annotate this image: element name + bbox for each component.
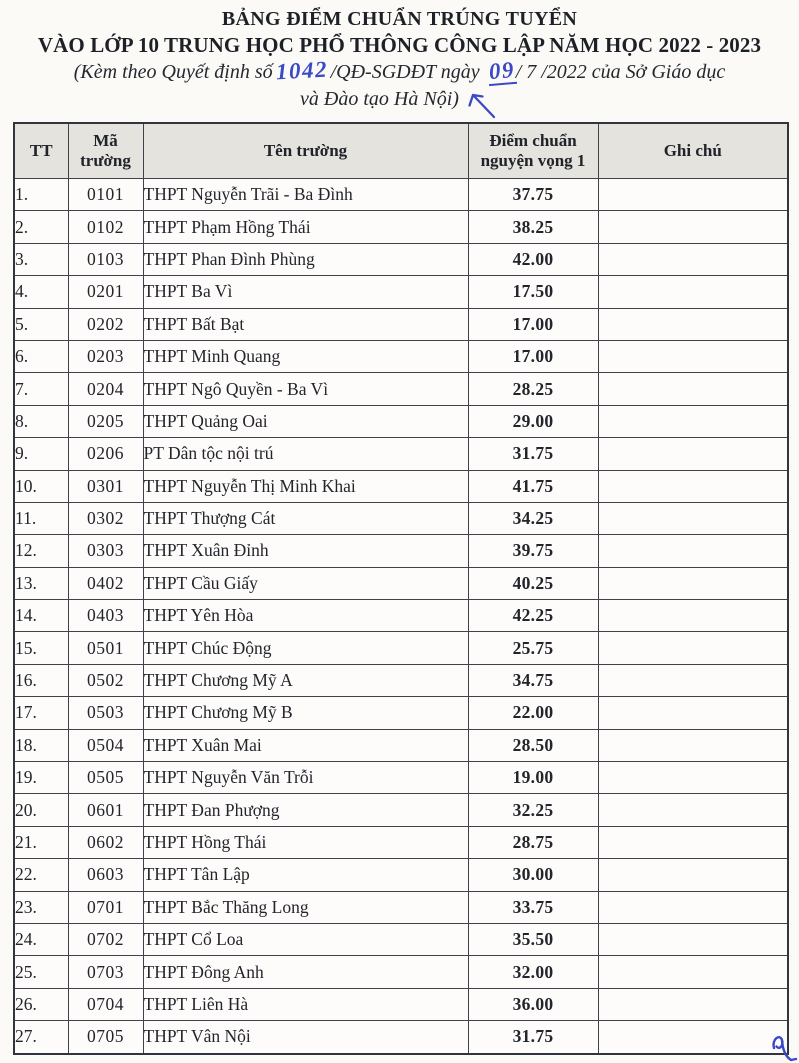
cell-tt: 22. [14, 859, 68, 891]
table-header-row [14, 123, 788, 179]
cell-tt: 11. [14, 502, 68, 534]
handwritten-day-number: 09 [487, 58, 517, 86]
cell-tt: 20. [14, 794, 68, 826]
cell-note [598, 276, 788, 308]
cell-note [598, 211, 788, 243]
cell-score: 31.75 [468, 1021, 598, 1054]
cell-code: 0204 [68, 373, 143, 405]
cell-name: THPT Bất Bạt [143, 308, 468, 340]
cell-code: 0102 [68, 211, 143, 243]
table-row [14, 891, 788, 923]
cell-code: 0302 [68, 502, 143, 534]
cell-score: 32.25 [468, 794, 598, 826]
cell-name: THPT Nguyễn Trãi - Ba Đình [143, 179, 468, 211]
cell-name: PT Dân tộc nội trú [143, 438, 468, 470]
cell-score: 28.50 [468, 729, 598, 761]
cell-score: 29.00 [468, 405, 598, 437]
cell-code: 0205 [68, 405, 143, 437]
cell-note [598, 373, 788, 405]
cell-tt: 6. [14, 340, 68, 372]
cell-score: 17.00 [468, 340, 598, 372]
col-header-tt: TT [14, 123, 68, 179]
table-row [14, 1021, 788, 1054]
cell-code: 0704 [68, 988, 143, 1020]
cell-note [598, 923, 788, 955]
cell-tt: 15. [14, 632, 68, 664]
cell-name: THPT Tân Lập [143, 859, 468, 891]
cell-score: 39.75 [468, 535, 598, 567]
cell-code: 0503 [68, 697, 143, 729]
cell-tt: 24. [14, 923, 68, 955]
cell-note [598, 859, 788, 891]
cell-name: THPT Cầu Giấy [143, 567, 468, 599]
cell-score: 38.25 [468, 211, 598, 243]
cell-code: 0301 [68, 470, 143, 502]
cell-tt: 9. [14, 438, 68, 470]
cell-note [598, 600, 788, 632]
cell-code: 0504 [68, 729, 143, 761]
cell-note [598, 179, 788, 211]
cell-tt: 25. [14, 956, 68, 988]
cell-name: THPT Chúc Động [143, 632, 468, 664]
cell-name: THPT Xuân Đỉnh [143, 535, 468, 567]
table-row [14, 567, 788, 599]
cell-score: 34.75 [468, 664, 598, 696]
cell-name: THPT Phan Đình Phùng [143, 243, 468, 275]
cell-code: 0705 [68, 1021, 143, 1054]
cell-code: 0201 [68, 276, 143, 308]
table-row [14, 308, 788, 340]
cell-tt: 10. [14, 470, 68, 502]
cell-tt: 19. [14, 762, 68, 794]
cell-note [598, 567, 788, 599]
cell-note [598, 1021, 788, 1054]
handwritten-check-arrow-icon [463, 89, 499, 119]
cell-tt: 26. [14, 988, 68, 1020]
handwritten-initial-mark-icon [770, 1032, 798, 1063]
cell-name: THPT Quảng Oai [143, 405, 468, 437]
cell-note [598, 729, 788, 761]
cell-tt: 18. [14, 729, 68, 761]
cell-code: 0101 [68, 179, 143, 211]
cell-name: THPT Thượng Cát [143, 502, 468, 534]
table-row [14, 632, 788, 664]
cell-score: 32.00 [468, 956, 598, 988]
cell-note [598, 762, 788, 794]
cell-name: THPT Chương Mỹ B [143, 697, 468, 729]
cell-code: 0206 [68, 438, 143, 470]
document-title-line1: BẢNG ĐIỂM CHUẨN TRÚNG TUYỂN [221, 8, 578, 30]
cell-tt: 1. [14, 179, 68, 211]
cell-note [598, 340, 788, 372]
cell-name: THPT Chương Mỹ A [143, 664, 468, 696]
subtitle-text-part3: / 7 /2022 của Sở Giáo dục [515, 61, 726, 83]
cell-code: 0601 [68, 794, 143, 826]
cell-note [598, 535, 788, 567]
cell-score: 37.75 [468, 179, 598, 211]
cell-note [598, 470, 788, 502]
table-row [14, 340, 788, 372]
subtitle-text-part4: và Đào tạo Hà Nội) [300, 88, 459, 110]
cell-name: THPT Nguyễn Văn Trỗi [143, 762, 468, 794]
cell-tt: 14. [14, 600, 68, 632]
cell-note [598, 664, 788, 696]
cell-score: 34.25 [468, 502, 598, 534]
cell-score: 30.00 [468, 859, 598, 891]
cell-tt: 27. [14, 1021, 68, 1054]
cell-code: 0403 [68, 600, 143, 632]
cell-code: 0603 [68, 859, 143, 891]
cell-code: 0501 [68, 632, 143, 664]
cell-note [598, 697, 788, 729]
table-row [14, 243, 788, 275]
cell-tt: 13. [14, 567, 68, 599]
cell-name: THPT Đan Phượng [143, 794, 468, 826]
cell-name: THPT Xuân Mai [143, 729, 468, 761]
cell-score: 42.00 [468, 243, 598, 275]
table-row [14, 794, 788, 826]
table-row [14, 502, 788, 534]
cell-code: 0602 [68, 826, 143, 858]
cell-score: 41.75 [468, 470, 598, 502]
cell-tt: 8. [14, 405, 68, 437]
admission-scores-table [13, 122, 789, 1055]
cell-code: 0701 [68, 891, 143, 923]
cell-name: THPT Hồng Thái [143, 826, 468, 858]
subtitle-text-part2: /QĐ-SGDĐT ngày [330, 61, 480, 83]
cell-note [598, 891, 788, 923]
table-row [14, 405, 788, 437]
cell-note [598, 956, 788, 988]
col-header-name: Tên trường [143, 123, 468, 179]
cell-score: 19.00 [468, 762, 598, 794]
table-row [14, 697, 788, 729]
cell-score: 28.75 [468, 826, 598, 858]
cell-note [598, 794, 788, 826]
cell-score: 35.50 [468, 923, 598, 955]
handwritten-decision-number: 1042 [274, 56, 329, 85]
cell-tt: 23. [14, 891, 68, 923]
cell-tt: 17. [14, 697, 68, 729]
table-row [14, 988, 788, 1020]
cell-score: 17.00 [468, 308, 598, 340]
table-row [14, 470, 788, 502]
table-row [14, 276, 788, 308]
table-row [14, 729, 788, 761]
document-header [0, 6, 799, 119]
subtitle-text-part1: (Kèm theo Quyết định số [73, 61, 273, 83]
cell-code: 0303 [68, 535, 143, 567]
table-row [14, 762, 788, 794]
cell-score: 33.75 [468, 891, 598, 923]
cell-note [598, 243, 788, 275]
cell-code: 0402 [68, 567, 143, 599]
cell-tt: 16. [14, 664, 68, 696]
table-row [14, 600, 788, 632]
cell-tt: 12. [14, 535, 68, 567]
table-row [14, 373, 788, 405]
cell-name: THPT Bắc Thăng Long [143, 891, 468, 923]
cell-tt: 4. [14, 276, 68, 308]
cell-name: THPT Liên Hà [143, 988, 468, 1020]
cell-score: 28.25 [468, 373, 598, 405]
cell-tt: 7. [14, 373, 68, 405]
cell-name: THPT Yên Hòa [143, 600, 468, 632]
cell-name: THPT Ngô Quyền - Ba Vì [143, 373, 468, 405]
document-subtitle-line2 [0, 86, 799, 119]
cell-name: THPT Minh Quang [143, 340, 468, 372]
table-row [14, 923, 788, 955]
cell-code: 0103 [68, 243, 143, 275]
cell-name: THPT Đông Anh [143, 956, 468, 988]
cell-name: THPT Nguyễn Thị Minh Khai [143, 470, 468, 502]
cell-note [598, 308, 788, 340]
table-row [14, 826, 788, 858]
cell-note [598, 988, 788, 1020]
col-header-note: Ghi chú [598, 123, 788, 179]
table-row [14, 179, 788, 211]
document-title-line2: VÀO LỚP 10 TRUNG HỌC PHỔ THÔNG CÔNG LẬP NĂM HỌC 2022 - 2023 [37, 33, 762, 57]
cell-score: 31.75 [468, 438, 598, 470]
col-header-code: Mã trường [68, 123, 143, 179]
cell-score: 40.25 [468, 567, 598, 599]
cell-tt: 5. [14, 308, 68, 340]
cell-tt: 2. [14, 211, 68, 243]
cell-name: THPT Vân Nội [143, 1021, 468, 1054]
cell-code: 0202 [68, 308, 143, 340]
cell-note [598, 405, 788, 437]
table-row [14, 535, 788, 567]
table-row [14, 664, 788, 696]
cell-note [598, 438, 788, 470]
cell-note [598, 826, 788, 858]
cell-score: 17.50 [468, 276, 598, 308]
cell-tt: 3. [14, 243, 68, 275]
cell-score: 36.00 [468, 988, 598, 1020]
table-row [14, 211, 788, 243]
cell-code: 0203 [68, 340, 143, 372]
cell-code: 0505 [68, 762, 143, 794]
table-row [14, 859, 788, 891]
cell-name: THPT Cổ Loa [143, 923, 468, 955]
cell-name: THPT Phạm Hồng Thái [143, 211, 468, 243]
document-subtitle-line1 [0, 56, 799, 86]
cell-name: THPT Ba Vì [143, 276, 468, 308]
col-header-score: Điểm chuẩn nguyện vọng 1 [468, 123, 598, 179]
cell-code: 0502 [68, 664, 143, 696]
cell-code: 0702 [68, 923, 143, 955]
cell-note [598, 632, 788, 664]
cell-score: 25.75 [468, 632, 598, 664]
table-row [14, 438, 788, 470]
cell-score: 42.25 [468, 600, 598, 632]
cell-note [598, 502, 788, 534]
table-row [14, 956, 788, 988]
cell-code: 0703 [68, 956, 143, 988]
cell-tt: 21. [14, 826, 68, 858]
cell-score: 22.00 [468, 697, 598, 729]
